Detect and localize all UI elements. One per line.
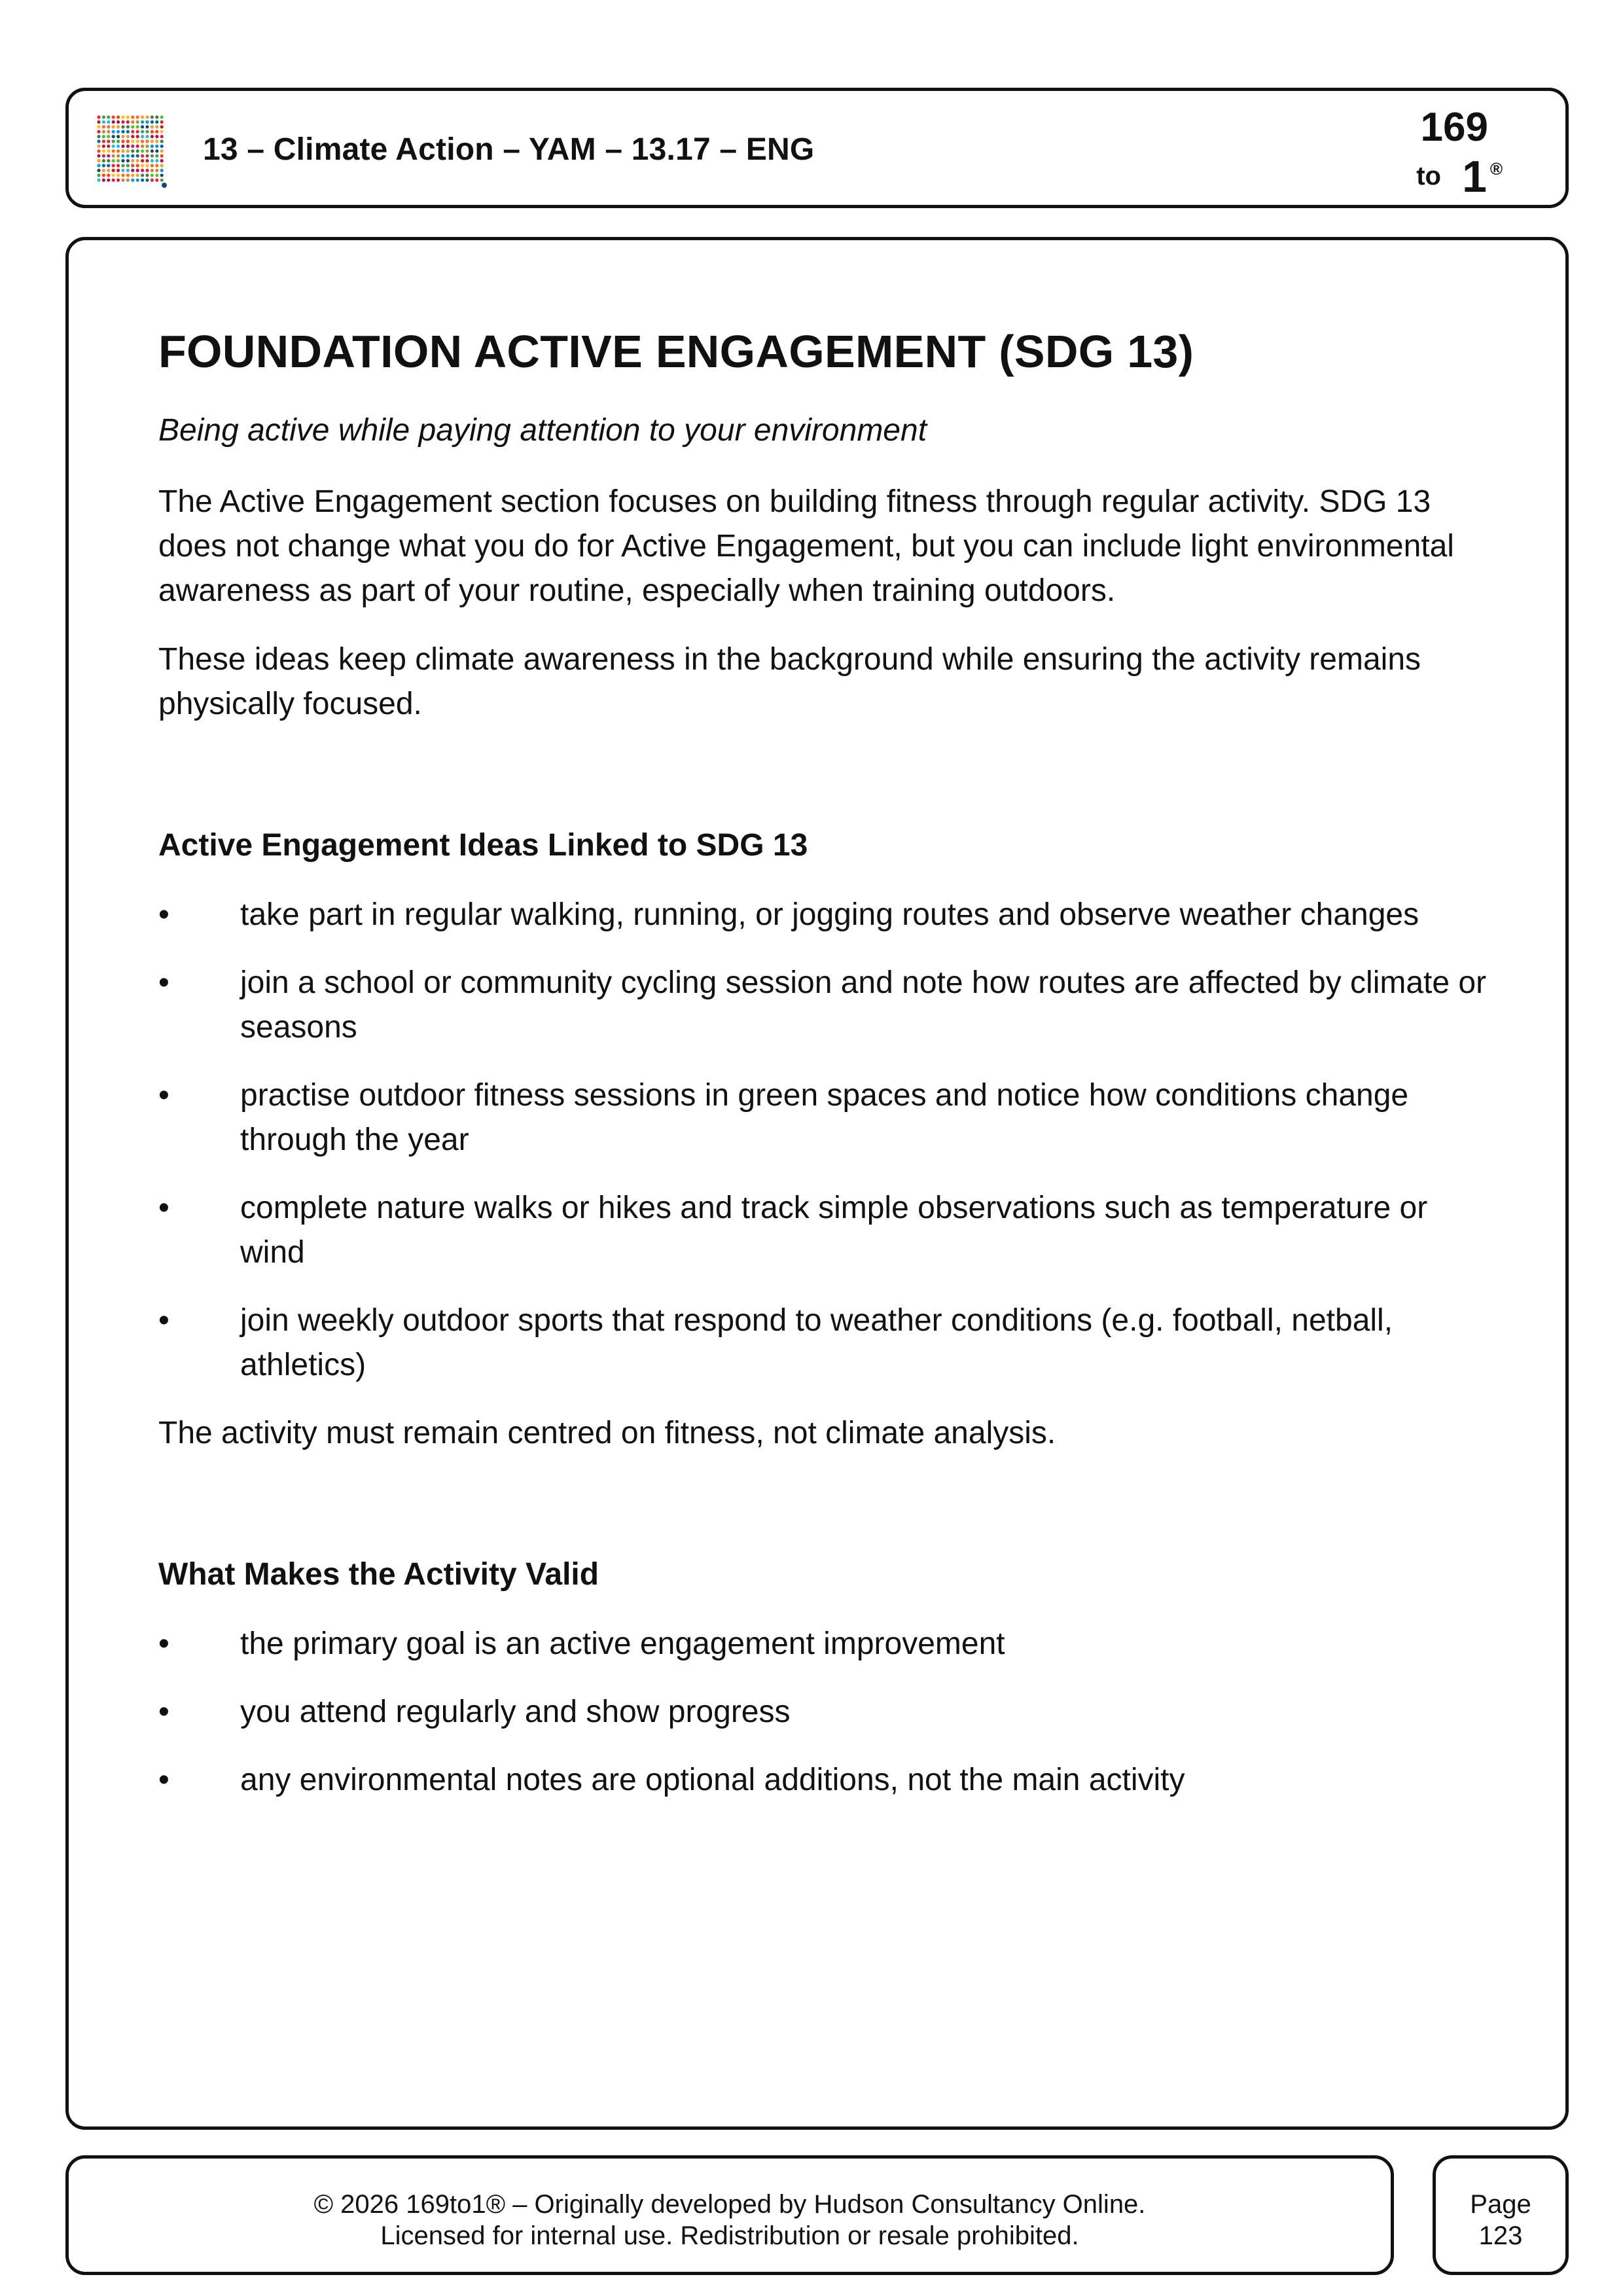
list-item-text: take part in regular walking, running, or jogging routes and observe weather changes	[240, 897, 1419, 932]
ideas-list	[158, 893, 1487, 1388]
list-item-text: join weekly outdoor sports that respond to weather conditions (e.g. football, netball, athletics)	[240, 1302, 1393, 1382]
list-item-text: the primary goal is an active engagement improvement	[240, 1626, 1005, 1661]
page-number-box	[1433, 2155, 1569, 2275]
bullet-icon: •	[158, 1077, 169, 1113]
list-item	[158, 1622, 1487, 1666]
bullet-icon: •	[158, 1626, 169, 1661]
footer-line-2: Licensed for internal use. Redistribution or resale prohibited.	[380, 2221, 1079, 2250]
footer-box	[65, 2155, 1394, 2275]
page-number	[1436, 2189, 1565, 2251]
page-subtitle: Being active while paying attention to your environment	[158, 412, 927, 448]
bullet-icon: •	[158, 1302, 169, 1338]
list-item	[158, 1299, 1487, 1388]
list-item	[158, 1758, 1487, 1803]
list-item	[158, 1186, 1487, 1275]
list-item-text: practise outdoor fitness sessions in green spaces and notice how conditions change through the year	[240, 1077, 1409, 1157]
bullet-icon: •	[158, 1694, 169, 1729]
closing-paragraph: The activity must remain centred on fitness, not climate analysis.	[158, 1415, 1056, 1450]
bullet-icon: •	[158, 1762, 169, 1797]
brand-one: 1	[1462, 152, 1487, 202]
document-body	[158, 325, 1487, 1826]
main-content-box	[65, 237, 1569, 2130]
list-item	[158, 1073, 1487, 1162]
brand-to: to	[1416, 162, 1441, 190]
list-item	[158, 1690, 1487, 1734]
list-item-text: join a school or community cycling session and note how routes are affected by climate or seasons	[240, 965, 1487, 1045]
page-title: FOUNDATION ACTIVE ENGAGEMENT (SDG 13)	[158, 326, 1194, 377]
brand-logo	[1383, 98, 1514, 202]
page-number-value: 123	[1478, 2221, 1523, 2250]
intro-paragraph-2: These ideas keep climate awareness in the background while ensuring the activity remains physically focused.	[158, 641, 1421, 721]
intro-paragraph-1: The Active Engagement section focuses on building fitness through regular activity. SDG 13 does not change what you do for Active Engagement, but you can include light environmental awareness as part of your routine, especially when training outdoors.	[158, 484, 1454, 608]
list-item-text: any environmental notes are optional additions, not the main activity	[240, 1762, 1185, 1797]
list-item-text: you attend regularly and show progress	[240, 1694, 791, 1729]
bullet-icon: •	[158, 1190, 169, 1225]
header-title: 13 – Climate Action – YAM – 13.17 – ENG	[203, 132, 815, 167]
section-heading-valid: What Makes the Activity Valid	[158, 1556, 599, 1592]
validity-list	[158, 1622, 1487, 1803]
bullet-icon: •	[158, 965, 169, 1000]
sdg-color-dot-grid-icon	[96, 115, 169, 188]
brand-number: 169	[1420, 105, 1488, 150]
list-item	[158, 893, 1487, 937]
list-item-text: complete nature walks or hikes and track simple observations such as temperature or wind	[240, 1190, 1428, 1270]
footer-line-1: © 2026 169to1® – Originally developed by Hudson Consultancy Online.	[313, 2190, 1146, 2219]
bullet-icon: •	[158, 897, 169, 932]
page-label: Page	[1470, 2190, 1531, 2219]
footer-copyright	[69, 2189, 1391, 2251]
section-heading-ideas: Active Engagement Ideas Linked to SDG 13	[158, 827, 808, 863]
list-item	[158, 961, 1487, 1050]
header-box	[65, 88, 1569, 208]
brand-registered-mark: ®	[1489, 159, 1503, 179]
